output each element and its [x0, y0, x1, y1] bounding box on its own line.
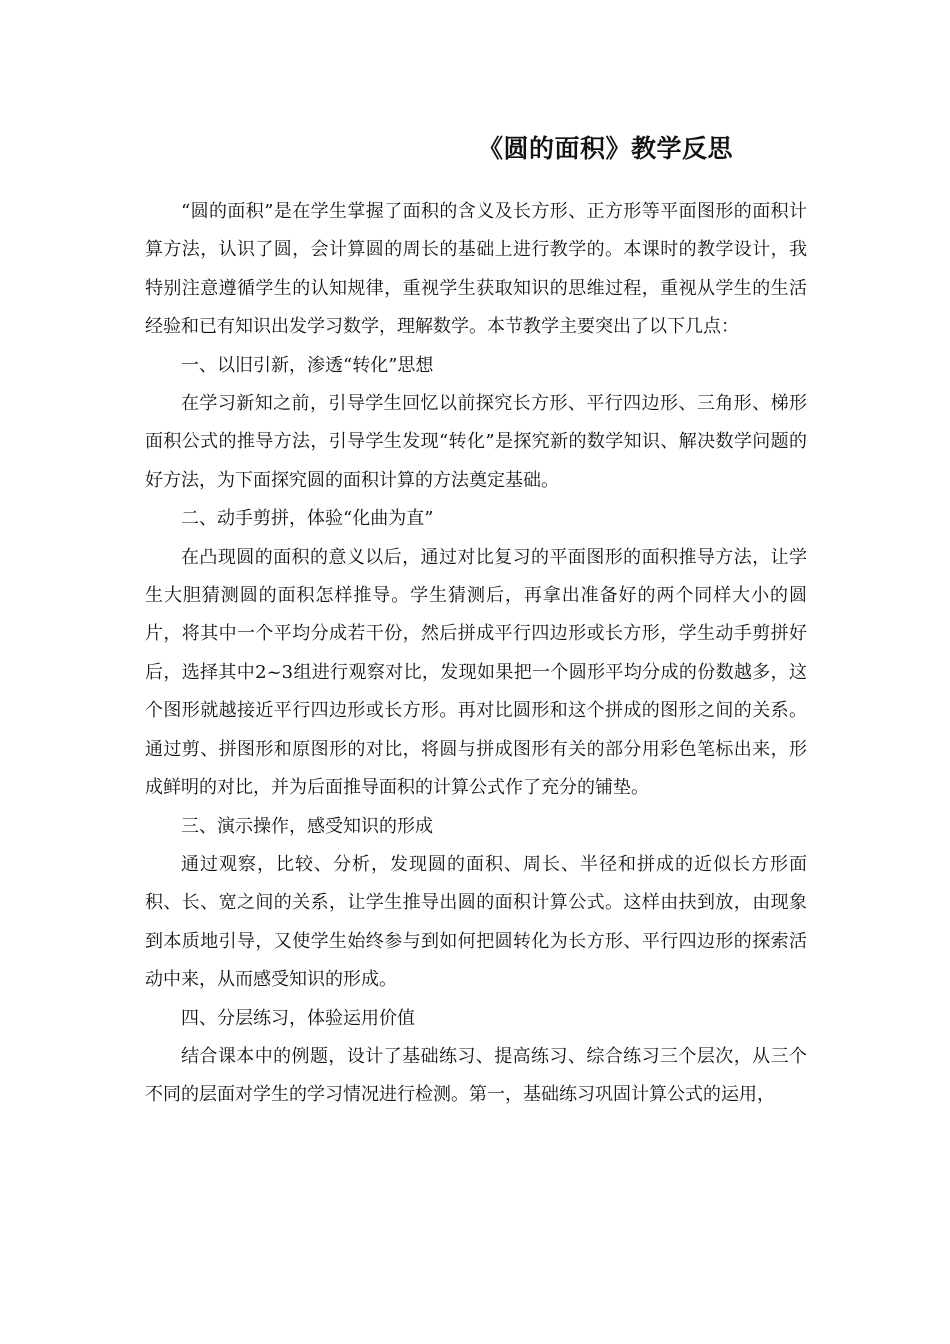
section-paragraph-1: 在学习新知之前，引导学生回忆以前探究长方形、平行四边形、三角形、梯形面积公式的推导方法，引导学生发现“转化”是探究新的数学知识、解决数学问题的好方法，为下面探究圆的面积计算的方法奠定基础。 [145, 393, 807, 491]
section-paragraph-4: 结合课本中的例题，设计了基础练习、提高练习、综合练习三个层次，从三个不同的层面对学生的学习情况进行检测。第一，基础练习巩固计算公式的运用， [145, 1045, 807, 1106]
intro-paragraph: “圆的面积”是在学生掌握了面积的含义及长方形、正方形等平面图形的面积计算方法，认识了圆，会计算圆的周长的基础上进行教学的。本课时的教学设计，我特别注意遵循学生的认知规律，重视学生获取知识的思维过程，重视从学生的生活经验和已有知识出发学习数学，理解数学。本节教学主要突出了以下几点： [145, 201, 807, 338]
section-heading-4: 四、分层练习，体验运用价值 [181, 1007, 415, 1029]
section-heading-3: 三、演示操作，感受知识的形成 [181, 815, 433, 837]
section-paragraph-2: 在凸现圆的面积的意义以后，通过对比复习的平面图形的面积推导方法，让学生大胆猜测圆的面积怎样推导。学生猜测后，再拿出准备好的两个同样大小的圆片，将其中一个平均分成若干份，然后拼成平行四边形或长方形，学生动手剪拼好后，选择其中2~3组进行观察对比，发现如果把一个圆形平均分成的份数越多，这个图形就越接近平行四边形或长方形。再对比圆形和这个拼成的图形之间的关系。通过剪、拼图形和原图形的对比，将圆与拼成图形有关的部分用彩色笔标出来，形成鲜明的对比，并为后面推导面积的计算公式作了充分的铺垫。 [145, 546, 807, 799]
section-paragraph-3: 通过观察，比较、分析，发现圆的面积、周长、半径和拼成的近似长方形面积、长、宽之间的关系，让学生推导出圆的面积计算公式。这样由扶到放，由现象到本质地引导，又使学生始终参与到如何把圆转化为长方形、平行四边形的探索活动中来，从而感受知识的形成。 [145, 853, 807, 991]
document-title: 《圆的面积》教学反思 [478, 134, 734, 163]
section-heading-2: 二、动手剪拼，体验“化曲为直” [181, 508, 434, 530]
section-heading-1: 一、以旧引新，渗透“转化”思想 [181, 354, 434, 376]
document-body [145, 193, 807, 1115]
